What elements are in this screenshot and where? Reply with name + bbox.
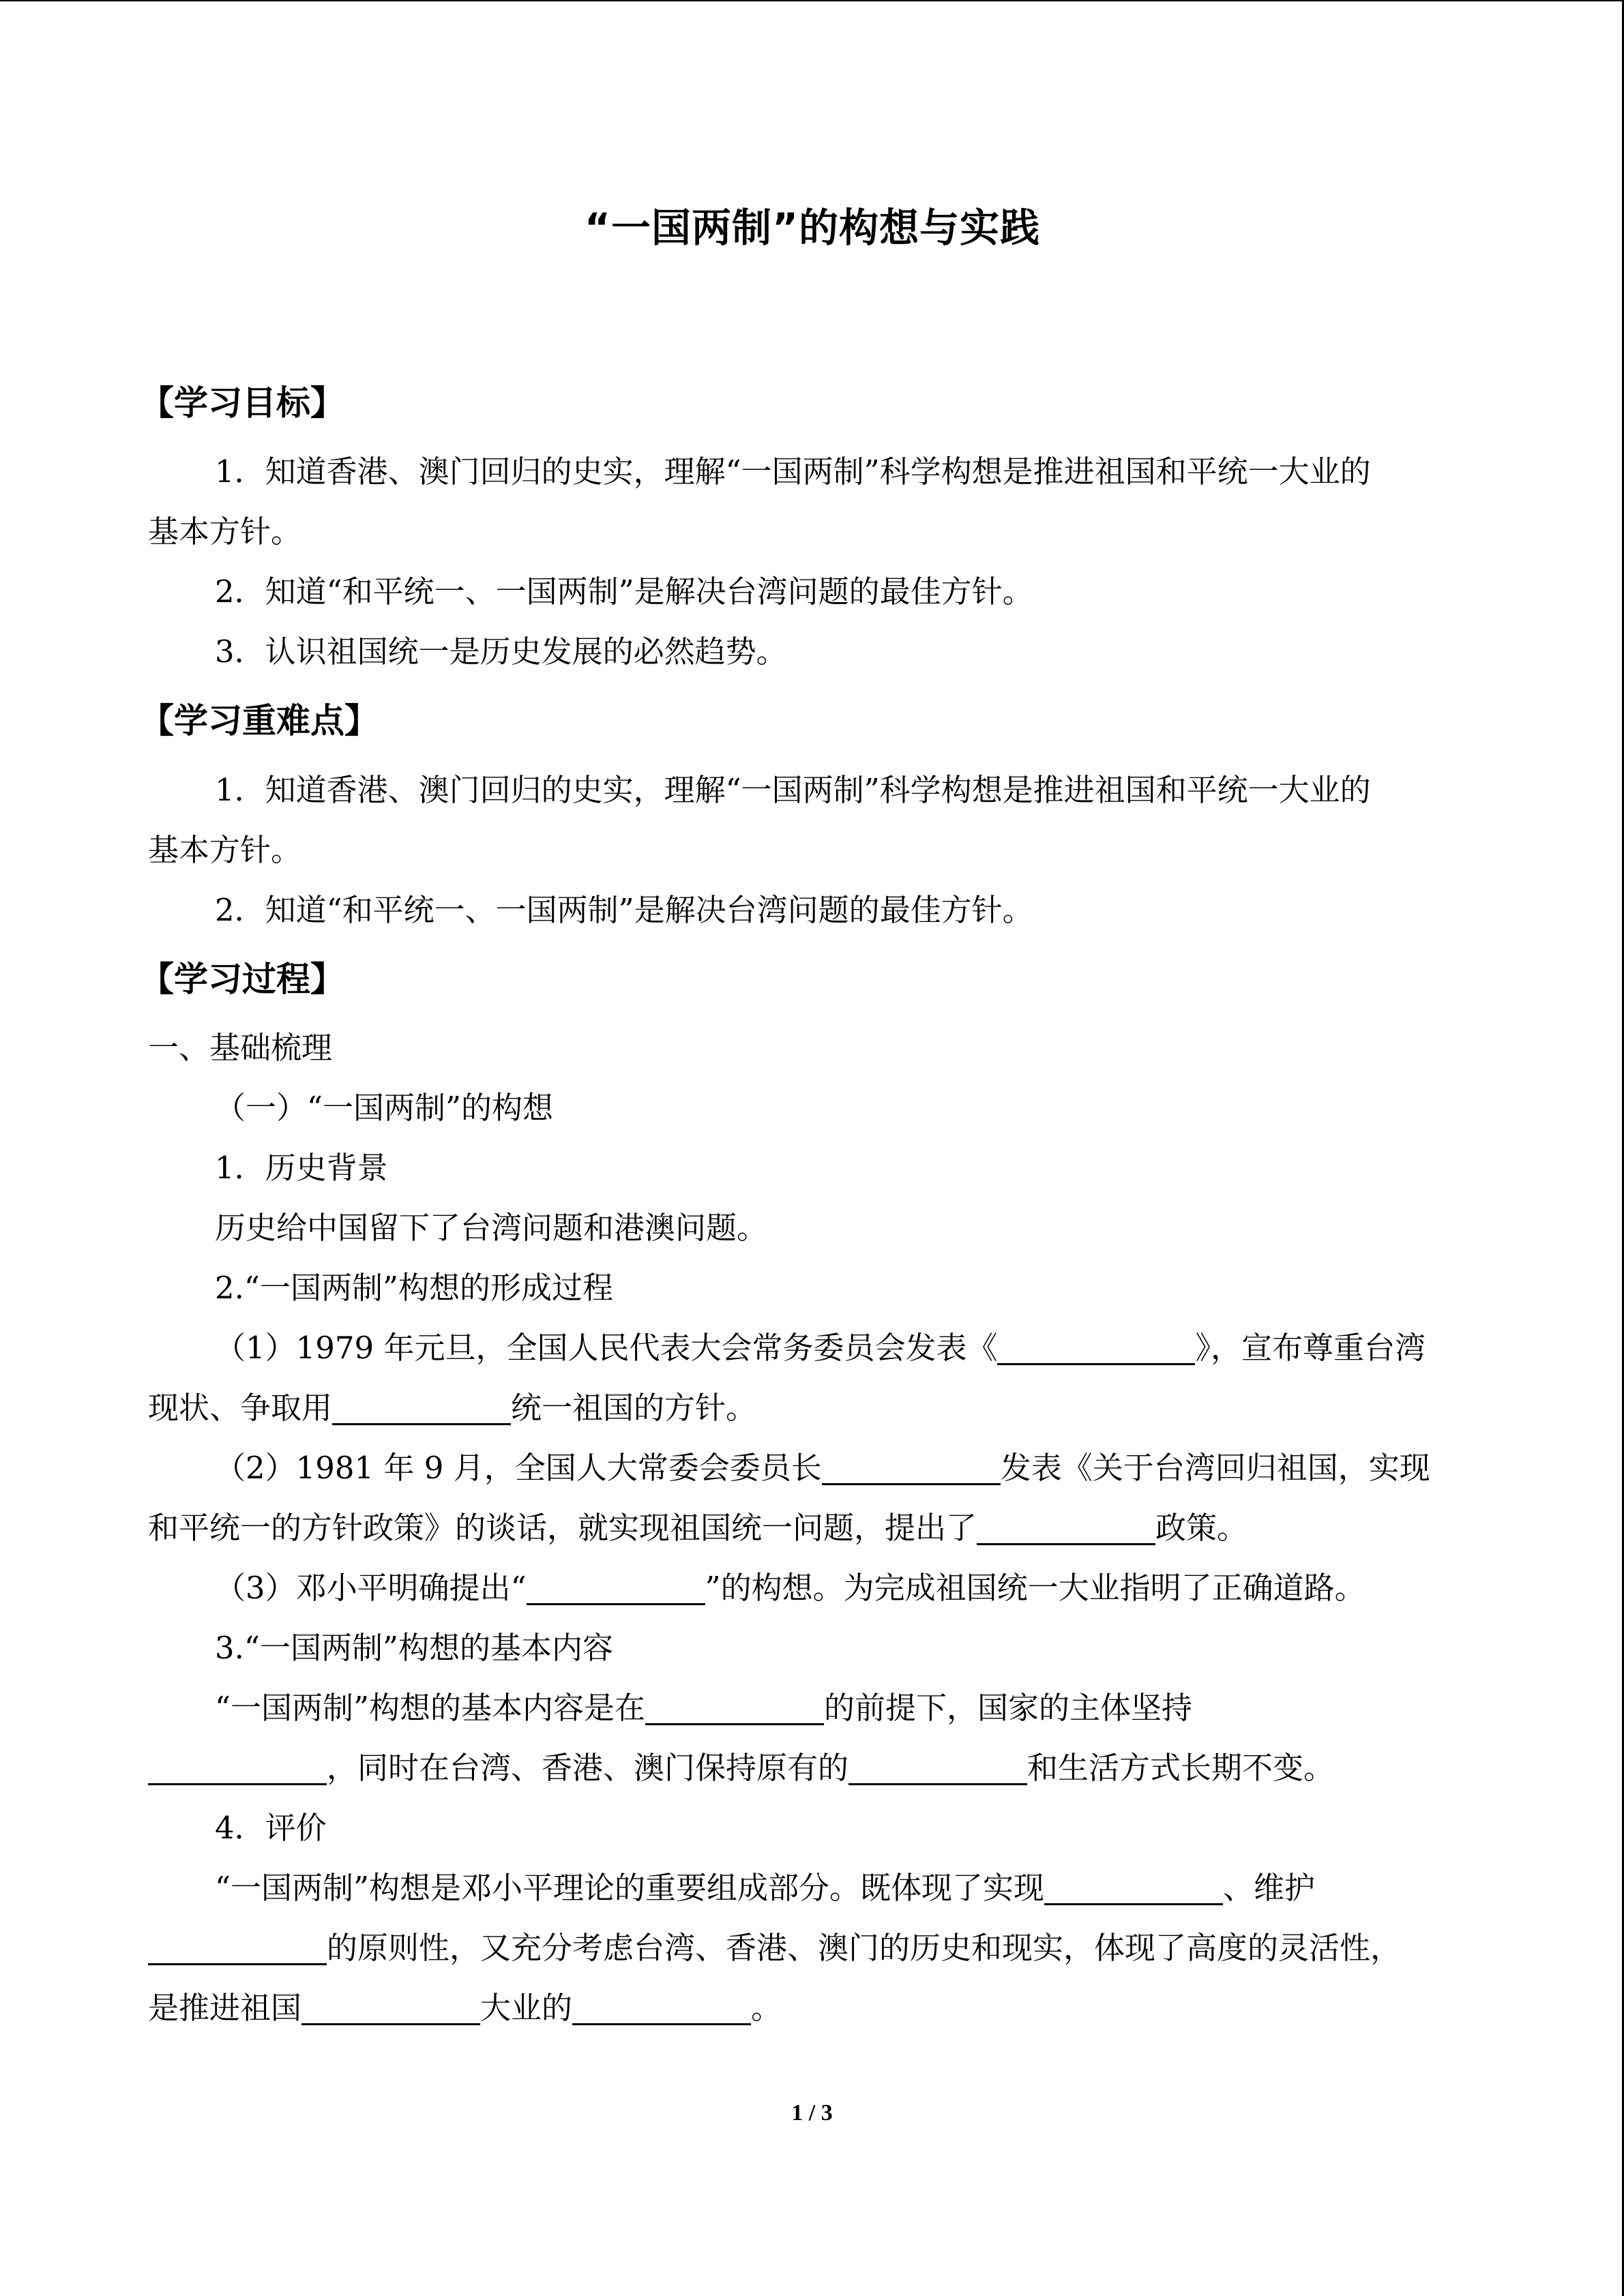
content-2 [148,1738,1477,1798]
para-1 [148,1318,1477,1378]
key-2: 2．知道“和平统一、一国两制”是解决台湾问题的最佳方针。 [215,891,1033,928]
key-1-cont: 基本方针。 [148,831,302,868]
fill-blank[interactable] [822,1452,1001,1485]
content-1 [148,1678,1477,1738]
fill-blank[interactable] [148,1932,327,1965]
sub-1-heading: （一）“一国两制”的构想 [215,1090,554,1127]
key-heading: 【学习重难点】 [140,701,379,741]
item-1-heading: 1．历史背景 [215,1150,388,1187]
para-1-text-b: 》，宣布尊重台湾 [1195,1330,1426,1367]
content-1-text-b: 的前提下，国家的主体坚持 [824,1690,1193,1727]
page-number: 1 / 3 [791,2100,833,2126]
page-title: “一国两制”的构想与实践 [584,205,1041,251]
eval-1-text-b: 、维护 [1223,1870,1316,1907]
para-3-text-a: （3）邓小平明确提出“ [215,1570,527,1607]
para-2-text-c: 和平统一的方针政策》的谈话，就实现祖国统一问题，提出了 [148,1510,977,1547]
para-2-text-b: 发表《关于台湾回归祖国，实现 [1000,1450,1430,1487]
process-heading: 【学习过程】 [140,959,344,999]
fill-blank[interactable] [332,1392,511,1425]
eval-3-text-b: 大业的 [480,1990,573,2027]
para-2-cont [148,1498,1477,1558]
item-4-heading: 4．评价 [215,1810,327,1847]
para-3-text-b: ”的构想。为完成祖国统一大业指明了正确道路。 [705,1570,1365,1607]
goal-3: 3．认识祖国统一是历史发展的必然趋势。 [215,633,787,670]
key-1: 1．知道香港、澳门回归的史实，理解“一国两制”科学构想是推进祖国和平统一大业的 [215,771,1371,808]
eval-3-text-c: 。 [751,1990,782,2027]
fill-blank[interactable] [148,1752,327,1785]
part-1-heading: 一、基础梳理 [148,1030,333,1067]
para-2-text-a: （2）1981 年 9 月，全国人大常委会委员长 [215,1450,822,1487]
eval-3 [148,1978,1477,2038]
document-content [140,205,1477,2038]
para-3 [148,1558,1477,1618]
eval-1 [148,1858,1477,1918]
eval-2 [148,1918,1477,1978]
fill-blank[interactable] [997,1332,1195,1365]
eval-2-text-a: 的原则性，又充分考虑台湾、香港、澳门的历史和现实，体现了高度的灵活性， [327,1930,1402,1967]
para-1-text-d: 统一祖国的方针。 [511,1390,757,1427]
eval-1-text-a: “一国两制”构想是邓小平理论的重要组成部分。既体现了实现 [215,1870,1045,1907]
goal-1: 1．知道香港、澳门回归的史实，理解“一国两制”科学构想是推进祖国和平统一大业的 [215,453,1371,490]
item-3-heading: 3.“一国两制”构想的基本内容 [215,1630,613,1667]
goal-1-cont: 基本方针。 [148,513,302,550]
fill-blank[interactable] [1044,1872,1223,1905]
content-1-text-a: “一国两制”构想的基本内容是在 [215,1690,646,1727]
fill-blank[interactable] [848,1752,1027,1785]
para-1-text-c: 现状、争取用 [148,1390,333,1427]
para-1-text-a: （1）1979 年元旦，全国人民代表大会常务委员会发表《 [215,1330,998,1367]
para-2-text-d: 政策。 [1155,1510,1248,1547]
para-1-cont [148,1378,1477,1438]
content-2-text-a: ，同时在台湾、香港、澳门保持原有的 [327,1750,849,1787]
fill-blank[interactable] [301,1992,480,2025]
fill-blank[interactable] [572,1992,751,2025]
content-2-text-b: 和生活方式长期不变。 [1027,1750,1335,1787]
goals-heading: 【学习目标】 [140,383,344,423]
eval-3-text-a: 是推进祖国 [148,1990,302,2027]
item-2-heading: 2.“一国两制”构想的形成过程 [215,1270,613,1307]
fill-blank[interactable] [527,1572,705,1605]
fill-blank[interactable] [645,1692,824,1725]
top-border [0,0,1624,1]
para-2 [148,1438,1477,1498]
fill-blank[interactable] [977,1512,1155,1545]
goal-2: 2．知道“和平统一、一国两制”是解决台湾问题的最佳方针。 [215,573,1033,610]
item-1-text: 历史给中国留下了台湾问题和港澳问题。 [215,1210,768,1247]
